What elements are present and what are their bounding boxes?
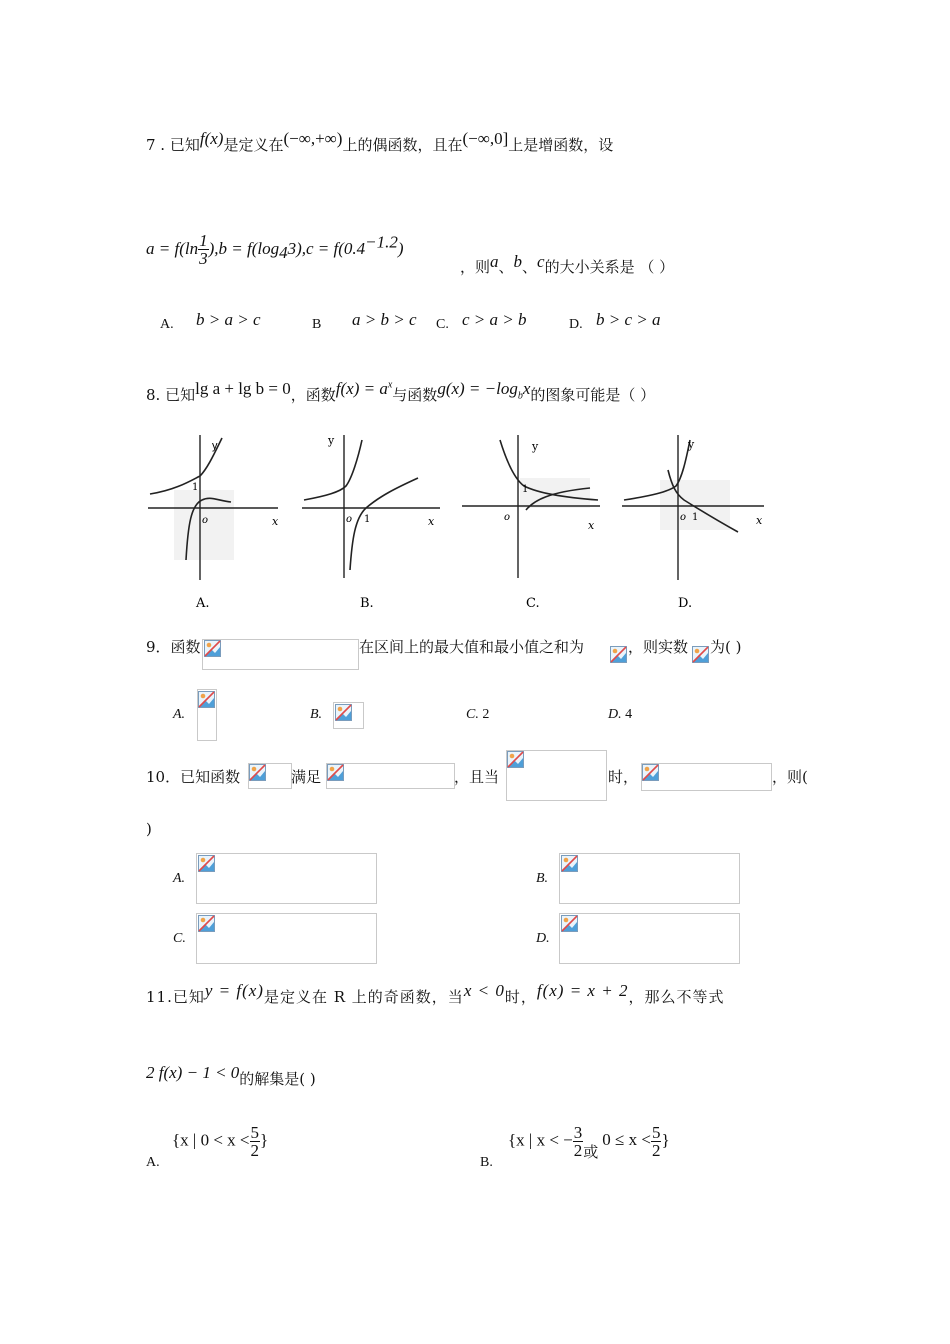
tick-one: 1	[364, 514, 371, 525]
y-label: y	[328, 434, 335, 447]
q7-b-def: ),b = f(log	[208, 239, 280, 258]
q8-f-sup: x	[387, 379, 393, 391]
q7-fraction	[198, 232, 209, 267]
q7-b-rest: 3),c = f(0.4	[287, 239, 366, 258]
q10-option-a-image	[196, 853, 377, 904]
q8-f	[336, 379, 393, 398]
q8-condition: lg a + lg b = 0	[195, 379, 291, 398]
origin-label: o	[202, 515, 209, 526]
q9-option-b[interactable]: B.	[310, 707, 323, 722]
frac-den: 2	[651, 1141, 661, 1160]
q7-b-sub: 4	[279, 243, 288, 263]
q11-text1: 是定义在 R 上的奇函数，当	[263, 988, 464, 1006]
q10-text1: 满足	[291, 768, 322, 786]
q7-var-a: a	[490, 252, 499, 271]
graph-label: D.	[678, 596, 693, 611]
q7-text3: 上是增函数，设	[508, 136, 614, 154]
origin-label: o	[346, 514, 353, 525]
broken-image-icon	[692, 646, 709, 663]
tick-one: 1	[522, 484, 529, 495]
q8-g	[437, 379, 531, 402]
q11-text4: 的解集是( )	[239, 1070, 316, 1088]
x-label: x	[756, 514, 763, 527]
q8-text2: 与函数	[392, 386, 438, 404]
q7-option-c[interactable]	[436, 317, 449, 333]
broken-image-icon	[198, 691, 215, 708]
q9-option-a[interactable]: A.	[173, 707, 186, 722]
q10-option-c-image	[196, 913, 377, 964]
q7-line1	[146, 129, 614, 155]
q7-var-b: b	[513, 252, 523, 271]
q10-expression-image	[641, 763, 772, 791]
y-label: y	[532, 440, 539, 453]
q10-option-d[interactable]: D.	[536, 931, 550, 946]
q11-a-frac	[250, 1124, 261, 1159]
q11-b-frac1	[573, 1124, 584, 1159]
q10-option-c[interactable]: C.	[173, 931, 186, 946]
q10-condition-image	[326, 763, 455, 789]
q8-text1: ，函数	[290, 386, 336, 404]
q11-a-pre: {x | 0 < x <	[172, 1130, 250, 1150]
q7-domain: (−∞,+∞)	[283, 129, 343, 148]
q11-inequality: 2 f(x) − 1 < 0	[146, 1063, 240, 1082]
q7-option-d[interactable]	[569, 317, 583, 333]
q8-graph-d[interactable]	[620, 430, 770, 615]
q8-g-sub: b	[517, 390, 523, 402]
broken-image-icon	[327, 764, 344, 781]
option-label: C.	[466, 707, 479, 722]
q7-frac-num: 1	[199, 231, 208, 250]
origin-label: o	[680, 512, 687, 523]
broken-image-icon	[335, 704, 352, 721]
q7-option-a[interactable]	[160, 317, 174, 333]
q10-option-b[interactable]: B.	[536, 871, 549, 886]
q8-graph-c[interactable]	[460, 430, 605, 615]
q7-number: 7 . 已知	[146, 136, 200, 154]
q7-text4: ，则	[460, 258, 491, 276]
q7-sep1: 、	[498, 258, 514, 276]
q11-b-post: }	[661, 1130, 670, 1150]
curve-exp-2	[200, 438, 222, 476]
q11-fx: f(x) = x + 2	[536, 981, 629, 1000]
q11-b-mid: 0 ≤ x <	[602, 1130, 651, 1150]
q7-text2: 上的偶函数，且在	[342, 136, 463, 154]
q10-prefix: 10．已知函数	[146, 768, 241, 786]
broken-image-icon	[198, 915, 215, 932]
q9-text2: ，则实数	[628, 638, 689, 656]
x-label: x	[588, 519, 595, 532]
x-label: x	[272, 515, 279, 528]
y-label: y	[212, 440, 218, 452]
q10-text5: )	[146, 820, 152, 838]
q11-b-pre: {x | x < −	[508, 1130, 573, 1150]
q7-line2	[146, 232, 404, 267]
q11-condition: x < 0	[463, 981, 505, 1000]
q10-text2: ，且当	[454, 768, 500, 786]
q8-g-end: x	[522, 379, 531, 398]
q8-f-expr: f(x) = a	[335, 379, 388, 398]
broken-image-icon	[249, 764, 266, 781]
broken-image-icon	[610, 646, 627, 663]
q11-text2: 时，	[504, 988, 537, 1006]
q11-text3: ，那么不等式	[628, 988, 725, 1006]
frac-num: 3	[573, 1123, 583, 1142]
q8-graph-b[interactable]	[300, 430, 445, 615]
frac-den: 2	[250, 1141, 259, 1160]
broken-image-icon	[642, 764, 659, 781]
q8-text3: 的图象可能是（ ）	[530, 386, 656, 404]
q11-line1	[146, 981, 725, 1007]
curve-exp	[304, 440, 362, 500]
q7-a-def: a = f(ln	[146, 239, 199, 258]
q8-line	[146, 379, 656, 407]
q7-var-c: c	[537, 252, 545, 271]
q7-text5: 的大小关系是 （ ）	[544, 258, 675, 276]
q7-option-c-expr: c > a > b	[462, 310, 527, 329]
broken-image-icon	[561, 915, 578, 932]
frac-den: 2	[573, 1141, 583, 1160]
graph-noise	[520, 478, 590, 508]
q7-frac-den: 3	[199, 249, 208, 268]
q11-b-frac2	[651, 1124, 662, 1159]
q9-text3: 为( )	[710, 638, 742, 656]
q7-option-b[interactable]	[312, 317, 321, 333]
q11-option-a[interactable]: A.	[146, 1155, 160, 1170]
option-value: 4	[625, 707, 633, 722]
broken-image-icon	[204, 640, 221, 657]
q8-number: 8. 已知	[146, 386, 196, 404]
q11-number: 11.已知	[146, 988, 205, 1006]
broken-image-icon	[561, 855, 578, 872]
broken-image-icon	[198, 855, 215, 872]
option-label: D.	[569, 317, 583, 332]
q8-g-expr: g(x) = −log	[437, 379, 518, 398]
graph-label: B.	[360, 596, 374, 611]
tick-one: 1	[692, 512, 699, 523]
q11-option-a-expr	[172, 1124, 268, 1159]
option-label: B	[312, 317, 322, 332]
origin-label: o	[504, 512, 511, 523]
q8-graph-a[interactable]	[146, 430, 286, 615]
option-value: 2	[482, 707, 490, 722]
q11-option-b[interactable]: B.	[480, 1155, 493, 1170]
option-label: A.	[160, 317, 174, 332]
frac-num: 5	[250, 1123, 259, 1142]
q7-sep2: 、	[522, 258, 538, 276]
option-label: D.	[608, 707, 622, 722]
q9-prefix: 9．函数	[146, 638, 201, 656]
q11-y: y = f(x)	[204, 981, 264, 1000]
q7-text1: 是定义在	[223, 136, 284, 154]
q11-option-b-expr	[508, 1123, 670, 1162]
q9-option-c[interactable]	[466, 707, 489, 723]
q7-c-sup: −1.2	[365, 232, 398, 252]
q10-option-d-image	[559, 913, 740, 964]
q11-line2	[146, 1063, 316, 1089]
q7-c-end: )	[397, 239, 404, 258]
q9-text1: 在区间上的最大值和最小值之和为	[359, 638, 585, 656]
curve-log	[350, 478, 418, 570]
q7-line2-text	[460, 252, 675, 277]
q10-text4: ，则(	[772, 768, 808, 786]
q10-option-a[interactable]: A.	[173, 871, 186, 886]
q9-function-image	[202, 639, 359, 670]
graph-label: C.	[526, 596, 540, 611]
option-label: C.	[436, 317, 449, 332]
x-label: x	[428, 515, 435, 528]
q7-option-b-expr: a > b > c	[352, 310, 417, 329]
y-label: y	[688, 438, 695, 451]
q7-option-d-expr: b > c > a	[596, 310, 661, 329]
tick-one: 1	[192, 482, 199, 493]
q10-text3: 时，	[608, 768, 639, 786]
q11-b-or: 或	[583, 1145, 599, 1162]
graph-label: A.	[196, 596, 210, 611]
broken-image-icon	[507, 751, 524, 768]
q9-option-d[interactable]	[608, 707, 632, 723]
q7-option-a-expr: b > a > c	[196, 310, 261, 329]
frac-num: 5	[651, 1123, 661, 1142]
q7-fx: f(x)	[199, 129, 224, 148]
q11-a-post: }	[260, 1130, 269, 1150]
q7-domain2: (−∞,0]	[462, 129, 509, 148]
q10-option-b-image	[559, 853, 740, 904]
